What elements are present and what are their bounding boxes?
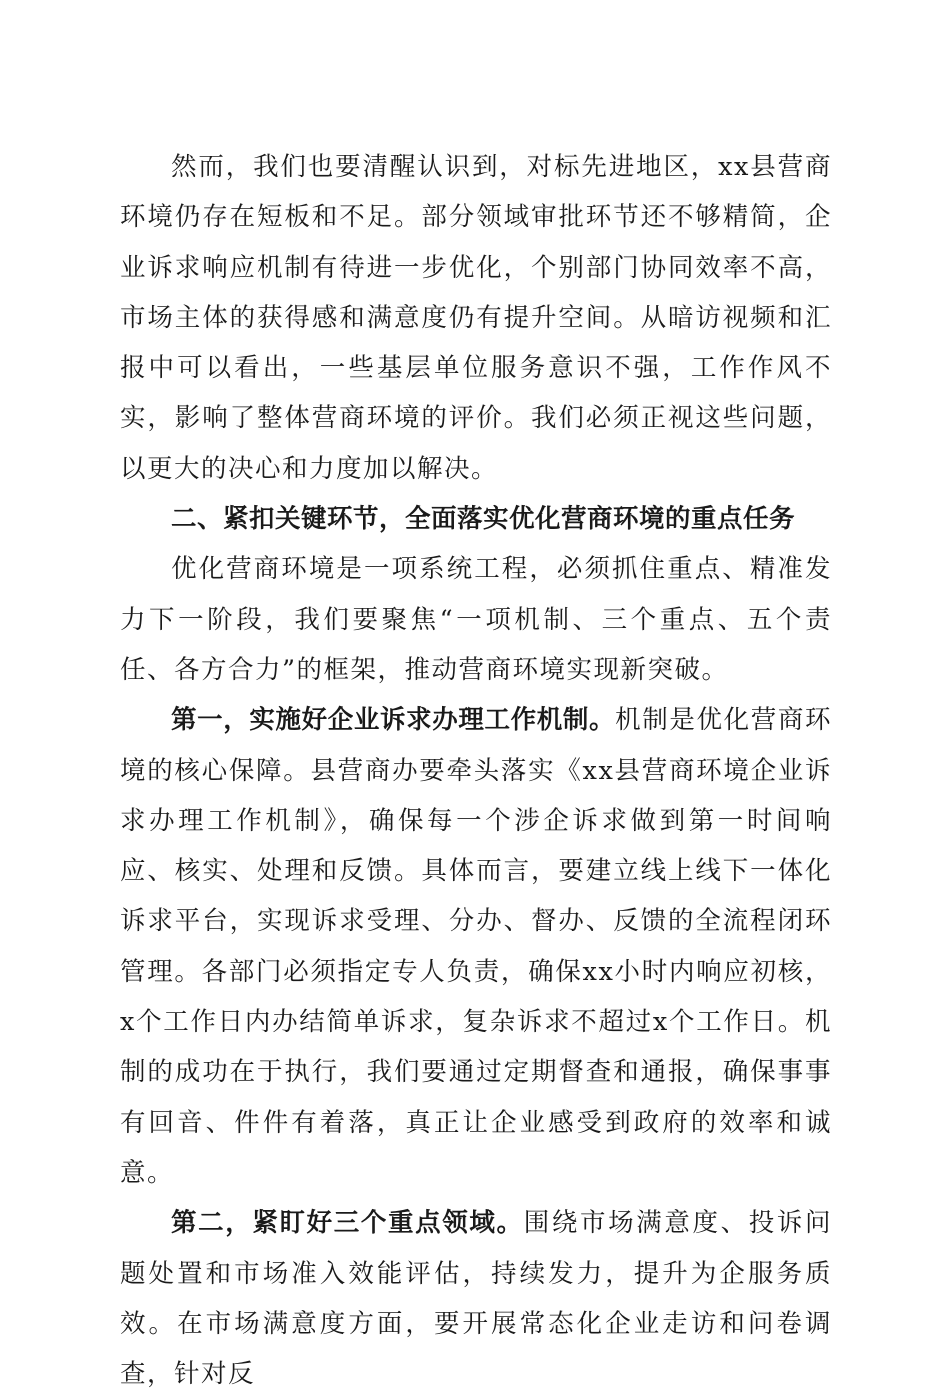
paragraph-3-lead: 第一，实施好企业诉求办理工作机制。 — [171, 705, 616, 736]
paragraph-3 — [120, 695, 832, 1198]
paragraph-1: 然而，我们也要清醒认识到，对标先进地区，xx县营商环境仍存在短板和不足。部分领域审批环节还不够精简，企业诉求响应机制有待进一步优化，个别部门协同效率不高，市场主体的获得感和满意度仍有提升空间。从暗访视频和汇报中可以看出，一些基层单位服务意识不强，工作作风不实，影响了整体营商环境的评价。我们必须正视这些问题，以更大的决心和力度加以解决。 — [120, 152, 832, 484]
section-heading-2: 二、紧扣关键环节，全面落实优化营商环境的重点任务 — [171, 504, 796, 535]
paragraph-3-body: 机制是优化营商环境的核心保障。县营商办要牵头落实《xx县营商环境企业诉求办理工作机制》，确保每一个涉企诉求做到第一时间响应、核实、处理和反馈。具体而言，要建立线上线下一体化诉求平台，实现诉求受理、分办、督办、反馈的全流程闭环管理。各部门必须指定专人负责，确保xx小时内响应初核，x个工作日内办结简单诉求，复杂诉求不超过x个工作日。机制的成功在于执行，我们要通过定期督查和通报，确保事事有回音、件件有着落，真正让企业感受到政府的效率和诚意。 — [120, 705, 832, 1188]
paragraph-4-lead: 第二，紧盯好三个重点领域。 — [171, 1208, 524, 1239]
paragraph-2: 优化营商环境是一项系统工程，必须抓住重点、精准发力下一阶段，我们要聚焦“一项机制、三个重点、五个责任、各方合力”的框架，推动营商环境实现新突破。 — [120, 554, 832, 685]
document-body — [120, 142, 832, 1399]
paragraph-4-body: 围绕市场满意度、投诉问题处置和市场准入效能评估，持续发力，提升为企服务质效。在市场满意度方面，要开展常态化企业走访和问卷调查，针对反 — [120, 1208, 832, 1390]
paragraph-4 — [120, 1198, 832, 1399]
